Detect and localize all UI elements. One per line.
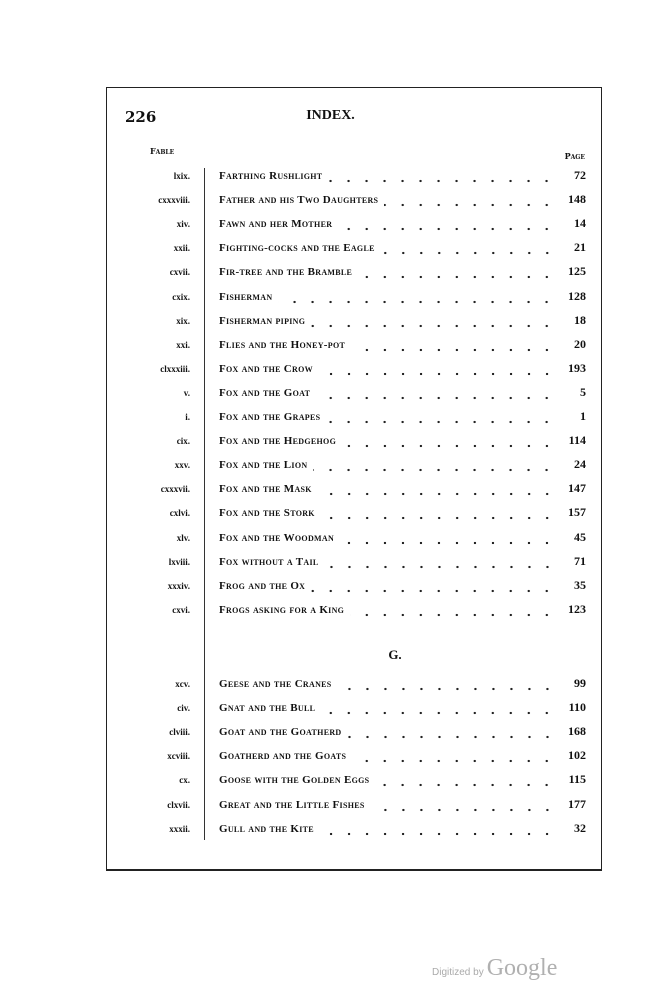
- index-entry: [110, 797, 586, 817]
- page-title: INDEX.: [306, 108, 355, 123]
- fable-number: lxviii.: [168, 556, 190, 567]
- dot-leader: [350, 613, 556, 617]
- fable-number: xlv.: [176, 532, 190, 543]
- watermark: [432, 955, 557, 982]
- page-ref: 18: [574, 312, 586, 327]
- fable-number: cxxxvii.: [160, 484, 190, 495]
- fable-number: cxxxviii.: [158, 195, 190, 206]
- google-logo: Google: [486, 955, 558, 981]
- fable-title: Great and the Little Fishes: [219, 798, 365, 811]
- index-entry: [110, 505, 586, 525]
- index-entry: [110, 578, 586, 598]
- fable-number: cix.: [176, 436, 190, 447]
- page-ref: 168: [568, 724, 586, 739]
- page-ref: 193: [568, 360, 586, 375]
- dot-leader: [311, 589, 556, 593]
- page-ref: 20: [574, 336, 586, 351]
- fable-title: Goatherd and the Goats: [219, 750, 347, 763]
- dot-leader: [342, 444, 556, 448]
- page-ref: 125: [568, 264, 586, 279]
- page-ref: 99: [574, 676, 586, 690]
- fable-title: Geese and the Cranes: [219, 678, 332, 690]
- fable-number: clviii.: [169, 727, 190, 738]
- dot-leader: [375, 783, 556, 787]
- dot-leader: [352, 759, 556, 763]
- fable-title: Fox without a Tail: [219, 555, 319, 568]
- dot-leader: [371, 808, 556, 812]
- fable-number: xcviii.: [167, 751, 190, 762]
- index-entry: [110, 772, 586, 792]
- fable-title: Goose with the Golden Eggs: [219, 774, 370, 787]
- page-ref: 71: [574, 553, 586, 568]
- index-entry: [110, 602, 586, 622]
- dot-leader: [320, 832, 556, 836]
- fable-number: xxi.: [176, 339, 190, 350]
- index-entry: [110, 289, 586, 309]
- page-ref: 5: [580, 384, 586, 399]
- index-entry: [110, 409, 586, 429]
- index-entry: [110, 264, 586, 284]
- index-entry: [110, 385, 586, 405]
- page-ref: 45: [574, 529, 586, 544]
- fable-title: Fox and the Goat: [219, 386, 311, 399]
- fable-number: cx.: [179, 775, 190, 786]
- dot-leader: [348, 735, 557, 739]
- fable-title: Fawn and her Mother: [219, 218, 333, 231]
- fable-title: Fox and the Grapes: [219, 411, 321, 423]
- dot-leader: [351, 348, 556, 352]
- fable-number: v.: [183, 387, 190, 398]
- fable-number: xxxii.: [169, 823, 190, 834]
- fable-number: cxvii.: [169, 267, 190, 278]
- index-entry: [110, 168, 586, 188]
- watermark-prefix: Digitized by: [432, 967, 484, 978]
- fable-number: clxxxiii.: [160, 363, 190, 374]
- fable-title: Fox and the Stork: [219, 507, 315, 520]
- fable-number: xix.: [176, 315, 190, 326]
- fable-number: xxxiv.: [167, 580, 190, 591]
- fable-title: Gnat and the Bull: [219, 702, 316, 715]
- index-entry: [110, 481, 586, 501]
- dot-leader: [381, 251, 556, 255]
- index-entry: [110, 700, 586, 720]
- dot-leader: [278, 300, 556, 304]
- page-ref: 14: [574, 216, 586, 231]
- fable-title: Goat and the Goatherd: [219, 726, 342, 739]
- fable-title: Fox and the Hedgehog: [219, 435, 337, 448]
- index-entry: [110, 676, 586, 696]
- index-entry: [110, 216, 586, 236]
- fable-title: Fox and the Woodman: [219, 531, 335, 544]
- page-ref: 35: [574, 577, 586, 592]
- dot-leader: [384, 203, 556, 207]
- fable-number: xcv.: [175, 679, 190, 689]
- fable-number: xxii.: [173, 243, 190, 254]
- page-ref: 24: [574, 457, 586, 472]
- dot-leader: [321, 516, 556, 520]
- fable-title: Fisherman piping: [219, 314, 306, 327]
- fable-title: Fox and the Mask: [219, 483, 312, 496]
- fable-title: Farthing Rushlight: [219, 170, 323, 182]
- fable-title: Fox and the Lion: [219, 459, 308, 472]
- index-entry: [110, 433, 586, 453]
- fable-title: Gull and the Kite: [219, 822, 314, 835]
- page-ref: 177: [568, 796, 586, 811]
- index-entry: [110, 748, 586, 768]
- page-ref: 157: [568, 505, 586, 520]
- column-header-page: Page: [564, 151, 585, 161]
- page-ref: 128: [568, 288, 586, 303]
- index-entry: [110, 554, 586, 574]
- page-ref: 1: [580, 409, 586, 423]
- page-ref: 115: [568, 772, 586, 787]
- index-entry: [110, 337, 586, 357]
- dot-leader: [328, 179, 556, 183]
- dot-leader: [340, 541, 556, 545]
- page-ref: 72: [574, 168, 586, 182]
- fable-title: Fox and the Crow: [219, 362, 313, 375]
- index-entry: [110, 361, 586, 381]
- dot-leader: [358, 275, 556, 279]
- dot-leader: [338, 227, 556, 231]
- page-ref: 32: [574, 820, 586, 835]
- fable-title: Frog and the Ox: [219, 579, 306, 592]
- dot-leader: [321, 711, 556, 715]
- fable-number: cxlvi.: [169, 508, 190, 519]
- page-ref: 110: [568, 700, 586, 715]
- fable-number: civ.: [177, 703, 190, 714]
- fable-title: Fisherman: [219, 290, 273, 303]
- fable-number: clxvii.: [167, 799, 190, 810]
- page-number: 226: [125, 108, 157, 126]
- fable-title: Frogs asking for a King: [219, 603, 345, 616]
- index-entry: [110, 724, 586, 744]
- page-ref: 102: [568, 748, 586, 763]
- dot-leader: [316, 396, 556, 400]
- index-entry: [110, 240, 586, 260]
- fable-title: Fighting-cocks and the Eagle: [219, 242, 375, 255]
- page-ref: 147: [568, 481, 586, 496]
- index-entry: [110, 457, 586, 477]
- dot-leader: [326, 420, 556, 424]
- index-entry: [110, 821, 586, 841]
- dot-leader: [311, 324, 556, 328]
- fable-title: Father and his Two Daughters: [219, 194, 379, 207]
- index-entry: [110, 530, 586, 550]
- page-ref: 21: [574, 240, 586, 255]
- dot-leader: [325, 565, 556, 569]
- dot-leader: [313, 468, 556, 472]
- index-entry: [110, 192, 586, 212]
- fable-title: Flies and the Honey-pot: [219, 338, 346, 351]
- fable-title: Fir-tree and the Bramble: [219, 266, 353, 279]
- page-ref: 123: [568, 601, 586, 616]
- dot-leader: [319, 372, 556, 376]
- index-entry: [110, 313, 586, 333]
- fable-number: xxv.: [174, 460, 190, 471]
- dot-leader: [338, 687, 556, 691]
- fable-number: lxix.: [173, 171, 190, 181]
- section-heading-g: G.: [388, 647, 402, 662]
- page-ref: 148: [568, 192, 586, 207]
- fable-number: cxvi.: [172, 604, 190, 615]
- page-ref: 114: [568, 433, 586, 448]
- fable-number: xiv.: [176, 219, 190, 230]
- column-header-fable: Fable: [150, 146, 175, 156]
- dot-leader: [318, 492, 556, 496]
- fable-number: i.: [185, 412, 190, 422]
- fable-number: cxix.: [172, 291, 190, 302]
